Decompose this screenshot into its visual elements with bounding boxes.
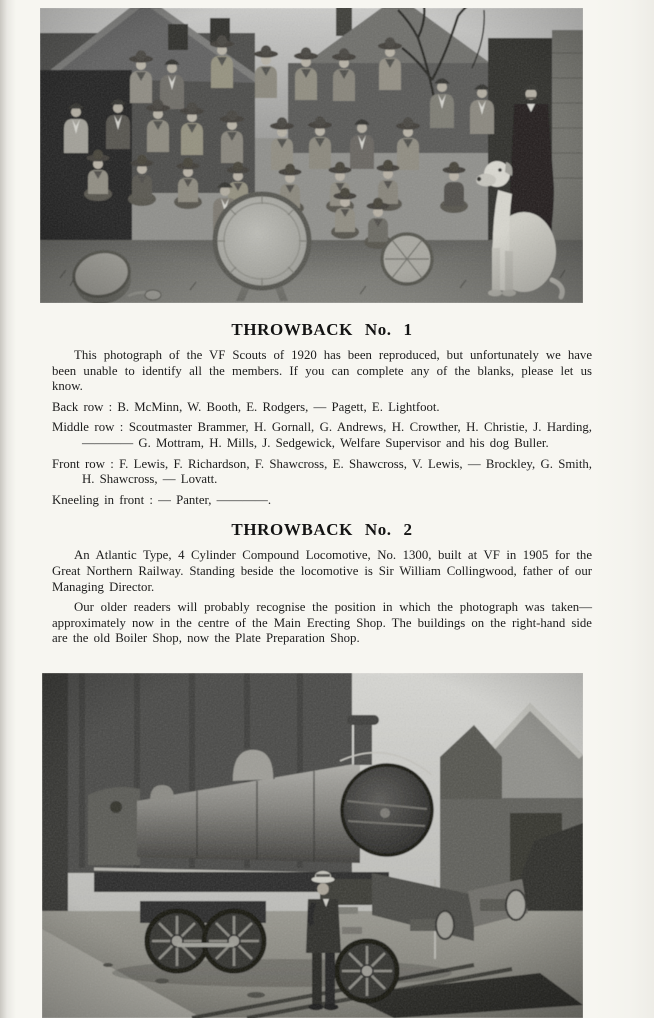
throwback2-para1: An Atlantic Type, 4 Cylinder Compound Locomotive, No. 1300, built at VF in 1905 for the Great Northern Railway. Standing beside the locomotive is Sir William Collingwood, father of our Managing Director.	[52, 548, 592, 594]
vignette	[40, 8, 583, 303]
front-row-label: Front row :	[52, 456, 114, 471]
photo-locomotive	[42, 673, 583, 1018]
kneeling-names: — Panter, ————.	[158, 492, 272, 507]
middle-row-names: Scoutmaster Brammer, H. Gornall, G. Andrews, H. Crowther, H. Christie, J. Harding, ———— G. Mottram, H. Mills, J. Sedgewick, Welfare Supervisor and his dog Buller.	[82, 420, 592, 450]
kneeling-label: Kneeling in front :	[52, 492, 153, 507]
photo-scouts-group	[40, 8, 583, 303]
back-row-line	[52, 400, 592, 416]
throwback2-heading: THROWBACK No. 2	[231, 520, 413, 540]
middle-row-label: Middle row :	[52, 420, 124, 435]
front-row-line	[52, 457, 592, 488]
throwback1-heading: THROWBACK No. 1	[231, 320, 413, 339]
back-row-names: B. McMinn, W. Booth, E. Rodgers, — Pagett, E. Lightfoot.	[117, 399, 440, 414]
kneeling-line	[52, 493, 592, 509]
throwback2-para2: Our older readers will probably recognise the position in which the photograph was taken—approximately now in the centre of the Main Erecting Shop. The buildings on the right-hand side are the old Boiler Shop, now the Plate Preparation Shop.	[52, 600, 592, 646]
front-row-names: F. Lewis, F. Richardson, F. Shawcross, E. Shawcross, V. Lewis, — Brockley, G. Smith, H. Shawcross, — Lovatt.	[82, 456, 592, 487]
throwback1-intro: This photograph of the VF Scouts of 1920 has been reproduced, but unfortunately we have been unable to identify all the members. If you can complete any of the blanks, please let us know.	[52, 348, 592, 394]
middle-row-line	[52, 420, 592, 451]
scouts-photo-illustration	[40, 8, 583, 303]
locomotive-photo-illustration	[42, 673, 583, 1018]
back-row-label: Back row :	[52, 399, 113, 414]
article-text	[52, 320, 592, 647]
vignette	[42, 673, 583, 1018]
